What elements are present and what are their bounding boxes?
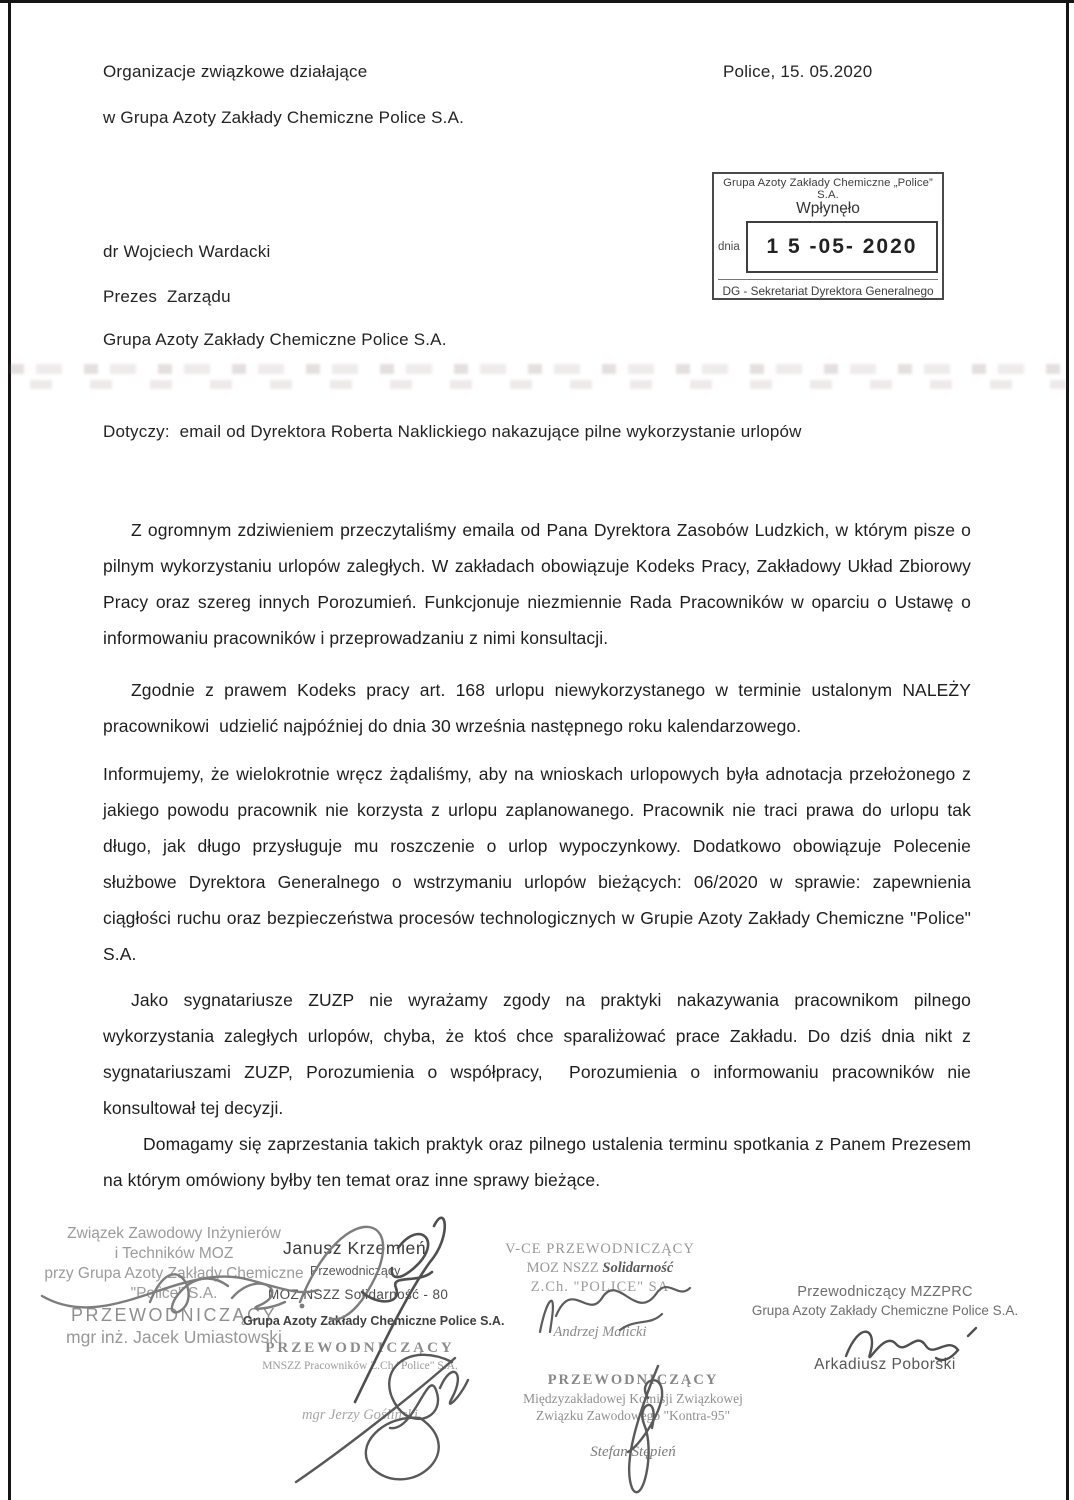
- malicki-org-line2: Z.Ch. "POLICE" SA: [530, 1279, 670, 1295]
- signature-block-poborski: [730, 1284, 1040, 1374]
- received-stamp: [712, 172, 944, 300]
- subject-text: email od Dyrektora Roberta Naklickiego nakazujące pilne wykorzystanie urlopów: [179, 422, 802, 441]
- stamp-date: 1 5 -05- 2020: [746, 221, 938, 273]
- signature-block-stepien: [498, 1372, 768, 1461]
- scan-border-top: [0, 0, 1074, 3]
- stamp-received-label: Wpłynęło: [796, 200, 860, 217]
- umiastowski-org-line1: Związek Zawodowy Inżynierów: [67, 1225, 281, 1242]
- paragraph-4: Jako sygnatariusze ZUZP nie wyrażamy zgody na praktyki nakazywania pracownikom pilnego wykorzystania zaległych urlopów, chyba, że ktoś chce sparaliżować prace Zakładu. Do dziś dnia nikt z sygnatariuszami ZUZP, Porozumienia o współpracy, Porozumienia o informowaniu pracowników nie konsultował tej decyzji.: [103, 990, 976, 1118]
- paragraph-2: Zgodnie z prawem Kodeks pracy art. 168 urlopu niewykorzystanego w terminie ustalonym NALEŻY pracownikowi udzielić najpóźniej do dnia 30 września następnego roku kalendarzowego.: [103, 680, 976, 736]
- krzemien-name: Janusz Krzemień: [283, 1238, 427, 1258]
- paragraph-5: Domagamy się zaprzestania takich praktyk oraz pilnego ustalenia terminu spotkania z Panem Prezesem na którym omówiony byłby ten temat oraz inne sprawy bieżące.: [103, 1134, 976, 1190]
- umiastowski-name: mgr inż. Jacek Umiastowski: [66, 1327, 282, 1347]
- subject-label: Dotyczy:: [103, 422, 170, 441]
- goslinski-title: PRZEWODNICZĄCY: [265, 1340, 455, 1356]
- subject-line: [103, 422, 802, 442]
- poborski-title: Przewodniczący MZZPRC: [797, 1284, 973, 1300]
- umiastowski-title: PRZEWODNICZĄCY: [71, 1305, 277, 1325]
- place-date: Police, 15. 05.2020: [723, 62, 873, 81]
- malicki-org-line1: MOZ NSZZ Solidarność: [526, 1260, 674, 1276]
- recipient-company: Grupa Azoty Zakłady Chemiczne Police S.A.: [103, 330, 447, 349]
- umiastowski-org-line3: przy Grupa Azoty Zakłady Chemiczne: [44, 1265, 304, 1282]
- recipient-name: dr Wojciech Wardacki: [103, 242, 271, 261]
- umiastowski-org-line4: "Police" S.A.: [130, 1285, 218, 1302]
- krzemien-title: Przewodniczący: [310, 1264, 401, 1278]
- poborski-name: Arkadiusz Poborski: [814, 1356, 956, 1373]
- signature-block-goslinski: [215, 1340, 505, 1424]
- stepien-name: Stefan Stępień: [590, 1444, 676, 1460]
- malicki-title: V-CE PRZEWODNICZĄCY: [505, 1241, 695, 1257]
- malicki-name: Andrzej Malicki: [553, 1324, 647, 1340]
- recipient-title: Prezes Zarządu: [103, 287, 231, 306]
- poborski-org: Grupa Azoty Zakłady Chemiczne Police S.A.: [751, 1303, 1019, 1318]
- paragraph-3: Informujemy, że wielokrotnie wręcz żądaliśmy, aby na wnioskach urlopowych była adnotacja przełożonego z jakiego powodu pracownik nie korzysta z urlopu zaplanowanego. Pracownik nie traci prawa do urlopu tak długo, jak długo przysługuje mu roszczenie o urlop wypoczynkowy. Dodatkowo obowiązuje Polecenie służbowe Dyrektora Generalnego o wstrzymaniu urlopów bieżących: 06/2020 w sprawie: zapewnienia ciągłości ruchu oraz bezpieczeństwa procesów technologicznych w Grupie Azoty Zakłady Chemiczne "Police" S.A.: [103, 764, 976, 964]
- bleed-through-band: [10, 360, 1066, 396]
- paragraph-1: Z ogromnym zdziwieniem przeczytaliśmy emaila od Pana Dyrektora Zasobów Ludzkich, w którym pisze o pilnym wykorzystaniu urlopów zaległych. W zakładach obowiązuje Kodeks Pracy, Zakładowy Układ Zbiorowy Pracy oraz szereg innych Porozumień. Funkcjonuje niezmiennie Rada Pracowników w oparciu o Ustawę o informowaniu pracowników i przeprowadzaniu z nimi konsultacji.: [103, 520, 976, 648]
- stepien-title: PRZEWODNICZĄCY: [547, 1372, 719, 1388]
- krzemien-org-line1: MOZ NSZZ Solidarność - 80: [268, 1287, 449, 1302]
- stamp-company: Grupa Azoty Zakłady Chemiczne „Police” S.A.: [723, 177, 933, 201]
- goslinski-name: mgr Jerzy Gośliński: [302, 1407, 418, 1423]
- stamp-department: DG - Sekretariat Dyrektora Generalnego: [718, 279, 938, 298]
- stepien-org-line1: Międzyzakładowej Komisji Związkowej: [523, 1391, 743, 1406]
- solidarnosc-script: Solidarność: [602, 1260, 674, 1276]
- scan-border-right: [1066, 0, 1069, 1500]
- letter-body: [103, 512, 976, 1198]
- stepien-org-line2: Związku Zawodowego "Kontra-95": [536, 1408, 730, 1423]
- goslinski-org: MNSZZ Pracowników Z.Ch."Police" S.A.: [262, 1360, 458, 1372]
- sender-line-1: Organizacje związkowe działające: [103, 62, 368, 81]
- stamp-date-label: dnia: [718, 241, 740, 253]
- umiastowski-org-line2: i Techników MOZ: [114, 1245, 234, 1262]
- signature-block-malicki: [478, 1241, 722, 1341]
- krzemien-org-line2: Grupa Azoty Zakłady Chemiczne Police S.A.: [243, 1314, 505, 1328]
- sender-line-2: w Grupa Azoty Zakłady Chemiczne Police S.A.: [103, 108, 465, 127]
